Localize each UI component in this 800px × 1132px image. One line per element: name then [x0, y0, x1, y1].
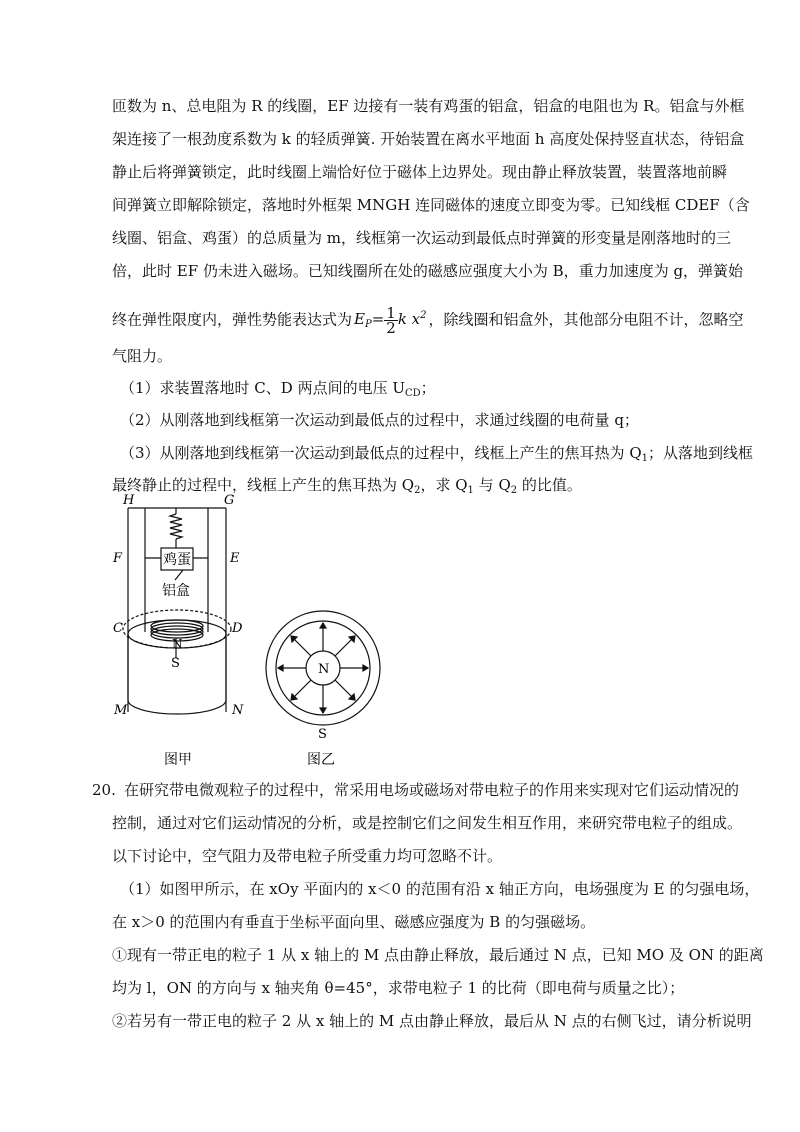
text-line: 间弹簧立即解除锁定，落地时外框架 MNGH 连同磁体的速度立即变为零。已知线框 CDEF（含 [112, 196, 750, 214]
question-3: （3）从刚落地到线框第一次运动到最低点的过程中，线框上产生的焦耳热为 $Q_1$；从落地到线框 [120, 444, 754, 464]
formula-line: 终在弹性限度内，弹性势能表达式为 $E_P=$ $\frac{1}{2}$ k $x^2$ ，除线圈和铝盒外，其他部分电阻不计，忽略空 [112, 300, 744, 341]
elastic-energy-formula: $E_P=$ $\frac{1}{2}$ k $x^2$ [354, 303, 427, 337]
text-line: 架连接了一根劲度系数为 k 的轻质弹簧. 开始装置在离水平地面 h 高度处保持竖直状态，待铝盒 [112, 130, 745, 148]
q20-line: 在研究带电微观粒子的过程中，常采用电场或磁场对带电粒子的作用来实现对它们运动情况的 [124, 781, 740, 799]
label-N-pole: N [172, 637, 183, 651]
text-line: 静止后将弹簧锁定，此时线圈上端恰好位于磁体上边界处。现由静止释放装置，装置落地前瞬 [112, 163, 728, 181]
text-line: 倍，此时 EF 仍未进入磁场。已知线圈所在处的磁感应强度大小为 B，重力加速度为 g，弹簧始 [112, 262, 744, 280]
question-number: 20. [92, 781, 116, 799]
q20-line: 控制，通过对它们运动情况的分析，或是控制它们之间发生相互作用，来研究带电粒子的组成。 [112, 814, 743, 832]
text-line: 匝数为 n、总电阻为 R 的线圈，EF 边接有一装有鸡蛋的铝盒，铝盒的电阻也为 R。铝盒与外框 [112, 97, 745, 115]
q20-line: 在 x＞0 的范围内有垂直于坐标平面向里、磁感应强度为 B 的匀强磁场。 [112, 913, 596, 931]
text-line: 气阻力。 [112, 347, 173, 365]
label-S-pole: S [171, 656, 180, 671]
figure-area [0, 492, 800, 772]
question-2: （2）从刚落地到线框第一次运动到最低点的过程中，求通过线圈的电荷量 q； [120, 411, 639, 429]
label-H: H [123, 493, 135, 508]
q20-line: ①现有一带正电的粒子 1 从 x 轴上的 M 点由静止释放，最后通过 N 点，已知 MO 及 ON 的距离 [112, 946, 764, 964]
q20-line: 以下讨论中，空气阻力及带电粒子所受重力均可忽略不计。 [112, 847, 503, 865]
q20-line: 均为 l，ON 的方向与 x 轴夹角 θ=45°，求带电粒子 1 的比荷（即电荷与质量之比）； [112, 979, 685, 997]
figure-jia [123, 508, 231, 714]
label-M: M [114, 703, 128, 718]
question-1: （1）求装置落地时 C、D 两点间的电压 $U_{CD}$； [120, 379, 436, 399]
label-E: E [230, 551, 240, 566]
caption-yi: 图乙 [307, 752, 335, 768]
label-D: D [232, 621, 243, 636]
label-egg: 鸡蛋 [163, 552, 191, 568]
q20-line: （1）如图甲所示，在 xOy 平面内的 x＜0 的范围有沿 x 轴正方向，电场强度为 E 的匀强电场， [120, 880, 760, 898]
q20-line: ②若另有一带正电的粒子 2 从 x 轴上的 M 点由静止释放，最后从 N 点的右侧飞过，请分析说明 [112, 1012, 752, 1030]
label-G: G [224, 493, 235, 508]
question-3-cont: 最终静止的过程中，线框上产生的焦耳热为 $Q_2$，求 $Q_1$ 与 $Q_2$ 的比值。 [112, 476, 582, 496]
text-line: 线圈、铝盒、鸡蛋）的总质量为 m，线框第一次运动到最低点时弹簧的形变量是刚落地时的三 [112, 229, 731, 247]
label-yi-S: S [318, 727, 327, 742]
label-N-corner: N [232, 703, 244, 718]
label-C: C [113, 621, 123, 636]
caption-jia: 图甲 [164, 752, 192, 768]
label-F: F [113, 551, 123, 566]
label-box: 铝盒 [162, 583, 190, 599]
label-yi-N: N [318, 662, 330, 677]
